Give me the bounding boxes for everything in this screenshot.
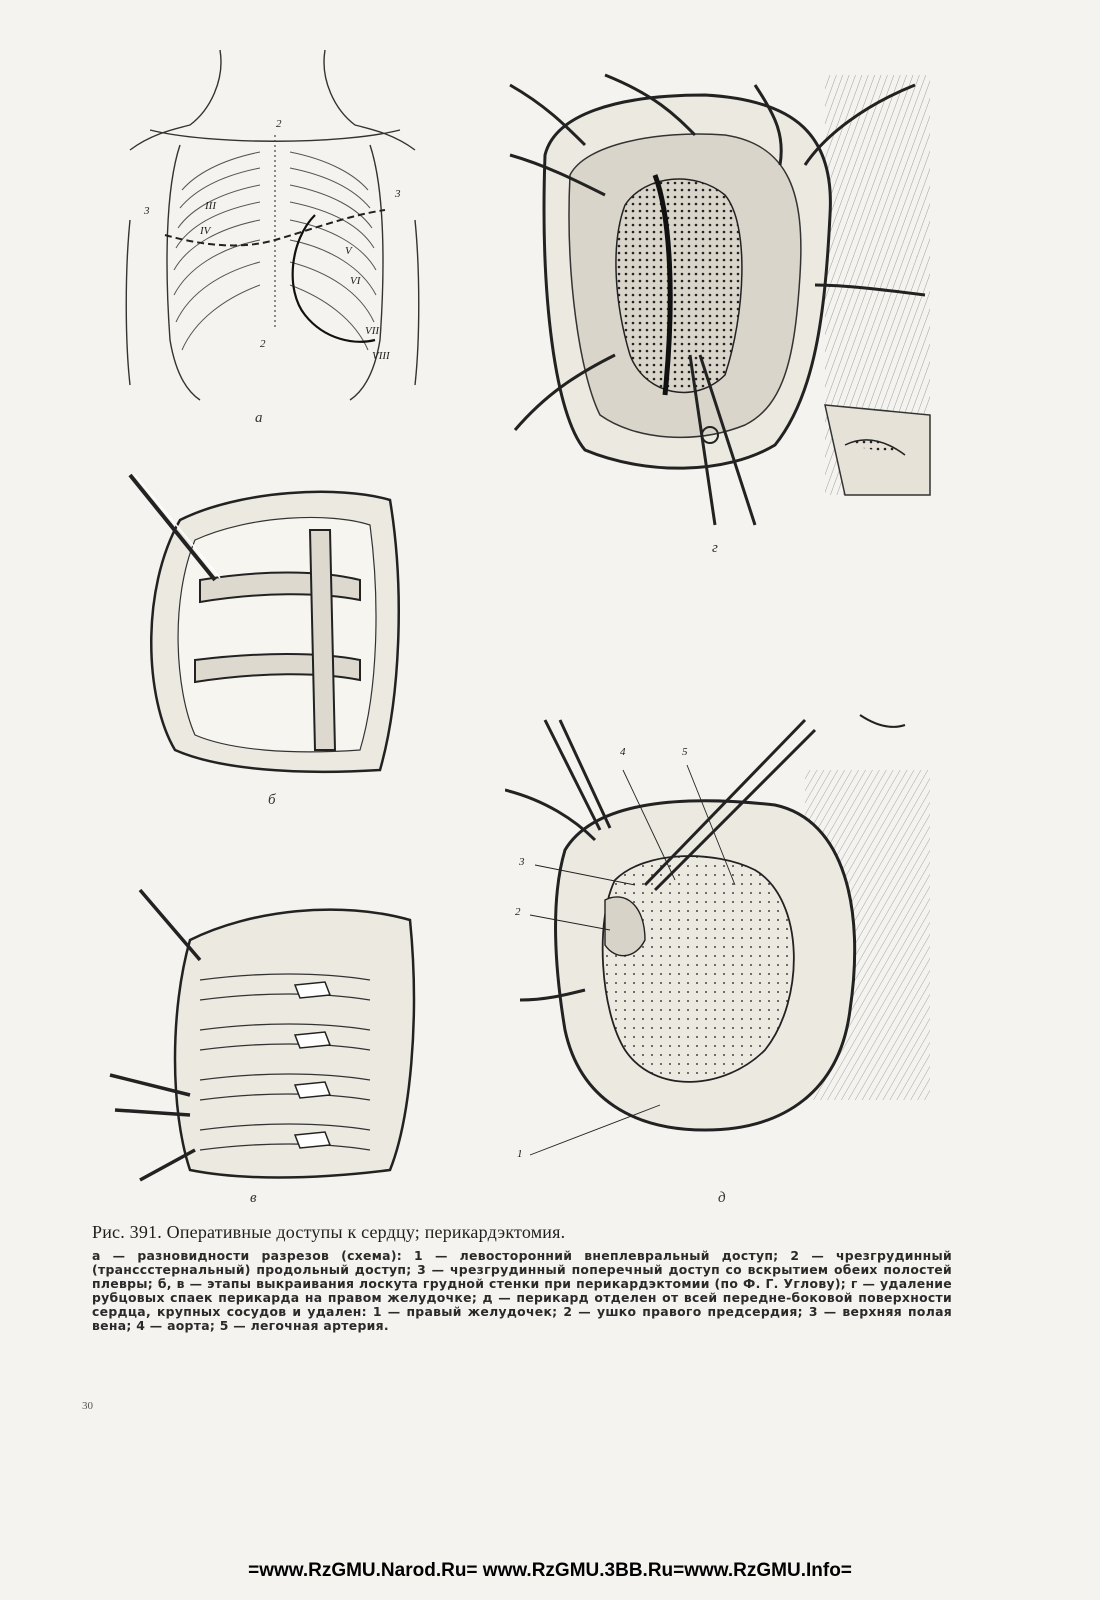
marker-d-2-right-atrial-appendage: 2 bbox=[515, 906, 521, 918]
figure-panel-g bbox=[505, 55, 935, 535]
figure-title: Рис. 391. Оперативные доступы к сердцу; перикардэктомия. bbox=[92, 1222, 566, 1242]
marker-d-3-superior-vena-cava: 3 bbox=[519, 856, 525, 868]
figure-caption bbox=[92, 1222, 952, 1333]
chest-wall-flap-stage-1-illustration bbox=[120, 470, 410, 780]
pericardectomy-heart-illustration bbox=[505, 710, 935, 1200]
panel-label-g: г bbox=[712, 540, 718, 556]
marker-a-3-right: 3 bbox=[395, 188, 401, 200]
panel-label-d: д bbox=[718, 1190, 726, 1206]
panel-label-v: в bbox=[250, 1190, 257, 1206]
figure-panel-b bbox=[120, 470, 410, 780]
chest-schematic-illustration bbox=[110, 40, 440, 410]
marker-a-rib-iv: IV bbox=[200, 225, 211, 237]
figure-description: а — разновидности разрезов (схема): 1 — левосторонний внеплевральный доступ; 2 — чрезгрудинный (транссстернальный) продольный доступ; 3 — чрезгрудинный поперечный доступ со вскрытием обеих полостей плевры; б, в — этапы выкраивания лоскута грудной стенки при перикардэктомии (по Ф. Г. Углову); г — удаление рубцовых спаек перикарда на правом желудочке; д — перикард отделен от всей передне-боковой поверхности сердца, крупных сосудов и удален: 1 — правый желудочек; 2 — ушко правого предсердия; 3 — верхняя полая вена; 4 — аорта; 5 — легочная артерия. bbox=[92, 1248, 952, 1333]
pericardial-adhesion-removal-illustration bbox=[505, 55, 935, 535]
marker-a-rib-viii: VIII bbox=[372, 350, 390, 362]
marker-a-rib-vii: VII bbox=[365, 325, 380, 337]
marker-a-rib-v: V bbox=[345, 245, 352, 257]
figure-panel-v bbox=[100, 880, 430, 1200]
marker-a-3-left: 3 bbox=[144, 205, 150, 217]
marker-a-2-bottom: 2 bbox=[260, 338, 266, 350]
marker-a-rib-iii: III bbox=[205, 200, 216, 212]
footer-website-links: =www.RzGMU.Narod.Ru= www.RzGMU.3BB.Ru=www.RzGMU.Info= bbox=[248, 1560, 852, 1581]
panel-label-a: а bbox=[255, 410, 263, 426]
marker-d-1-right-ventricle: 1 bbox=[517, 1148, 523, 1160]
panel-label-b: б bbox=[268, 792, 276, 808]
marker-d-5-pulmonary-artery: 5 bbox=[682, 746, 688, 758]
marker-a-2-top: 2 bbox=[276, 118, 282, 130]
chest-wall-flap-stage-2-illustration bbox=[100, 880, 430, 1200]
figure-panel-d bbox=[505, 710, 935, 1200]
marker-d-4-aorta: 4 bbox=[620, 746, 626, 758]
page-number: 30 bbox=[82, 1400, 93, 1412]
figure-panel-a bbox=[110, 40, 440, 410]
marker-a-rib-vi: VI bbox=[350, 275, 361, 287]
